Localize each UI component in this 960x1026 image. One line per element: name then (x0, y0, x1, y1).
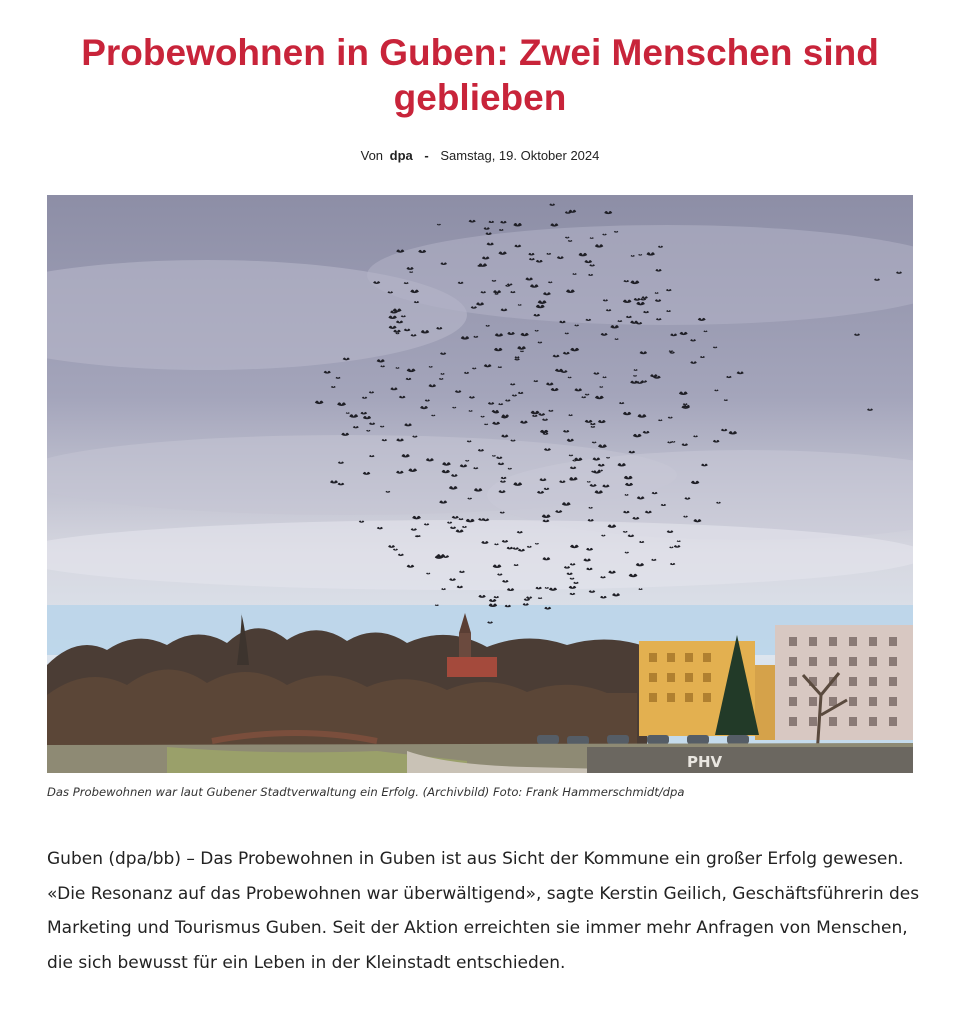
byline-date: Samstag, 19. Oktober 2024 (440, 148, 600, 163)
byline-separator: - (424, 148, 429, 163)
byline-author[interactable]: dpa (389, 148, 413, 163)
article-body-paragraph: Guben (dpa/bb) – Das Probewohnen in Guben ist aus Sicht der Kommune ein großer Erfolg gewesen. «Die Resonanz auf das Probewohnen war überwältigend», sagte Kerstin Geilich, Geschäftsführerin des Marketing und Tourismus Guben. Seit der Aktion erreichten sie immer mehr Anfragen von Menschen, die sich bewusst für ein Leben in der Kleinstadt entschieden. (47, 849, 920, 973)
article-headline: Probewohnen in Guben: Zwei Menschen sind geblieben (81, 32, 879, 118)
byline-prefix: Von (360, 148, 384, 163)
byline (0, 148, 960, 163)
image-caption: Das Probewohnen war laut Gubener Stadtverwaltung ein Erfolg. (Archivbild) Foto: Frank Hammerschmidt/dpa (47, 785, 685, 799)
graffiti-text: PHV (687, 753, 723, 771)
photo-birds-over-guben (47, 195, 913, 773)
article-hero-image (47, 195, 913, 773)
